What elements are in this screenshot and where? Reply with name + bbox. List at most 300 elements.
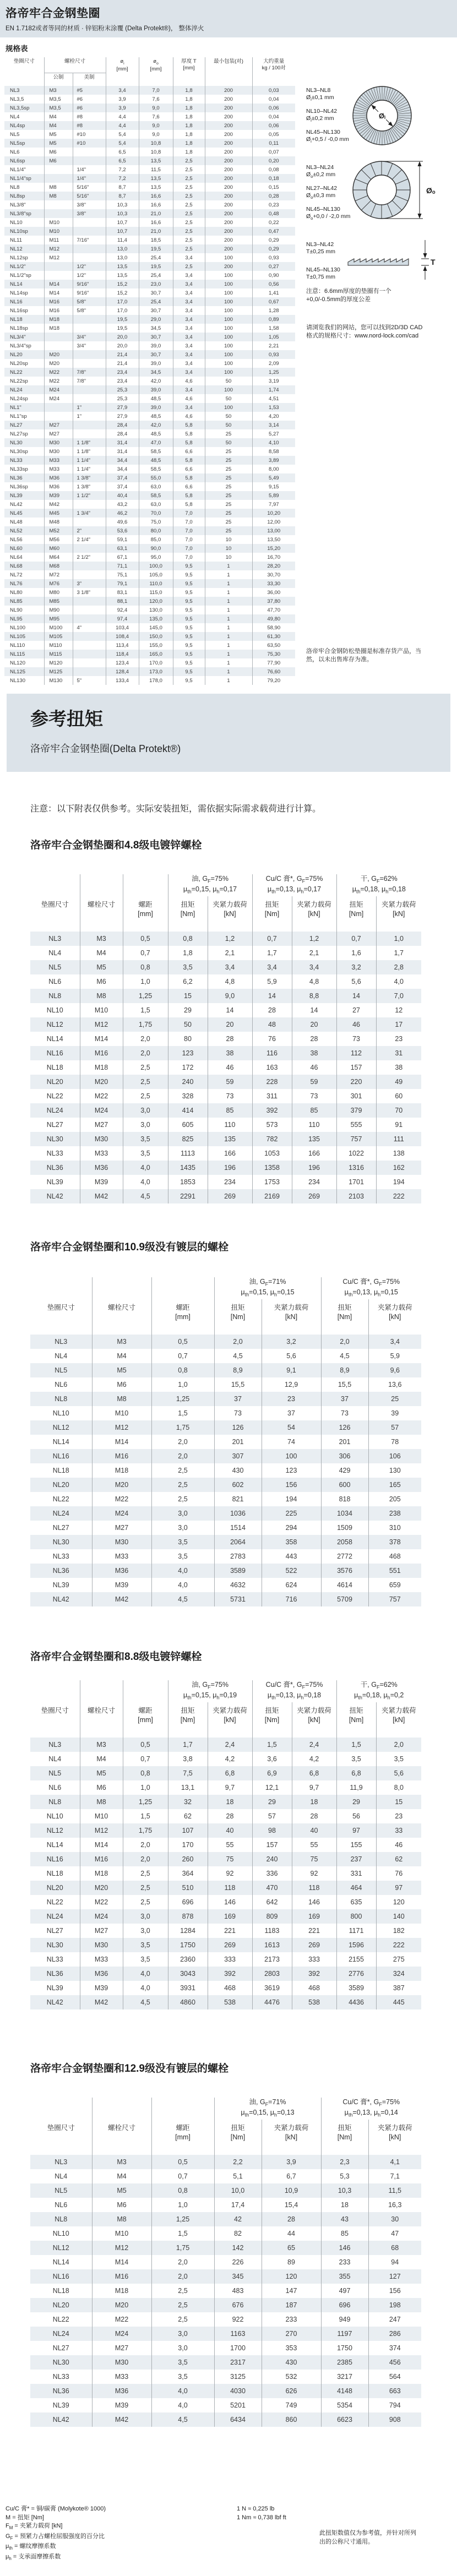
spec-row: [4, 377, 295, 385]
outer-diameter-cell: 11,5: [139, 165, 173, 174]
washer-size-cell: NL14: [46, 1841, 63, 1849]
washer-size-cell: NL12: [30, 1420, 92, 1435]
torque-cell: 170: [168, 1838, 208, 1852]
clamp-load-cell: 30: [368, 2212, 421, 2226]
thickness-cell: 4,6: [173, 394, 205, 403]
torque-cell: 470: [252, 1881, 292, 1895]
outer-diameter-cell: 130,0: [139, 606, 173, 614]
clamp-load-cell: 89: [262, 2255, 321, 2269]
torque-cell: 3619: [252, 1981, 292, 1995]
torque-cell: 80: [168, 1032, 208, 1046]
bolt-metric-cell: M33: [44, 465, 73, 473]
spec-row: [4, 473, 295, 482]
torque-cell: 43: [321, 2212, 368, 2226]
weight-cell: 1,28: [252, 306, 295, 315]
bolt-size-cell: M27: [92, 1521, 151, 1535]
clamp-load-cell: 194: [262, 1492, 321, 1506]
bolt-us-cell: [73, 650, 106, 658]
washer-size-cell: NL4: [55, 1352, 68, 1360]
bolt-size-cell: M16: [92, 2269, 151, 2284]
torque-cell: 46: [336, 1017, 376, 1032]
clamp-load-cell: 194: [376, 1175, 421, 1189]
spec-row: [4, 658, 295, 667]
torque-cell: 1358: [252, 1161, 292, 1175]
clamp-load-cell: 57: [368, 1420, 421, 1435]
clamp-load-cell: 353: [262, 2341, 321, 2355]
min-pack-cell: 10: [205, 535, 252, 544]
lubrication-group-header-3: 干, $G_F=62\%$ $\mu_{th}=0,18$, $\mu_h=0,18$: [336, 874, 421, 896]
col-header-weight: 大约重量 kg / 100对: [252, 57, 295, 86]
bolt-size-cell: M42: [92, 2412, 151, 2427]
pitch-cell: 2,5: [151, 2312, 214, 2327]
spec-row: [4, 121, 295, 130]
torque-table-1-title: 洛帝牢合金钢垫圈和4.8级电镀锌螺栓: [30, 840, 202, 851]
torque-cell: 1022: [336, 1146, 376, 1161]
bolt-us-cell: #10: [73, 130, 106, 139]
thickness-cell: 9,5: [173, 632, 205, 641]
spec-row: [4, 236, 295, 244]
inner-diameter-cell: 37,4: [106, 482, 139, 491]
washer-size-cell: NL3: [4, 86, 44, 95]
col-header-washer-size: 垫圈尺寸: [13, 58, 35, 64]
bolt-us-cell: #8: [73, 112, 106, 121]
inner-diameter-cell: 88,1: [106, 597, 139, 606]
bolt-metric-cell: [44, 341, 73, 350]
weight-cell: 0,05: [252, 130, 295, 139]
clamp-load-cell: 165: [368, 1478, 421, 1492]
clamp-load-cell: 97: [376, 1881, 421, 1895]
spec-row: [4, 183, 295, 192]
clamp-load-cell: 8,0: [376, 1780, 421, 1795]
torque-row: [30, 1995, 421, 2009]
thickness-cell: 1,8: [173, 148, 205, 156]
torque-cell: 14: [252, 989, 292, 1003]
outer-diameter-cell: 120,0: [139, 597, 173, 606]
torque-row: [30, 946, 421, 960]
washer-size-cell: NL10: [10, 219, 23, 226]
torque-row: [30, 1089, 421, 1103]
inner-diameter-cell: 20,0: [106, 341, 139, 350]
pitch-cell: 2,5: [123, 1089, 168, 1103]
torque-cell: 336: [252, 1866, 292, 1881]
outer-diameter-cell: 58,5: [139, 491, 173, 500]
torque-cell: 1113: [168, 1146, 208, 1161]
inner-diameter-cell: 97,4: [106, 614, 139, 623]
washer-size-cell: NL36: [4, 473, 44, 482]
outer-diameter-cell: 58,5: [139, 447, 173, 456]
thickness-cell: 9,5: [173, 588, 205, 597]
inner-diameter-cell: 7,2: [106, 165, 139, 174]
min-pack-cell: 200: [205, 218, 252, 227]
washer-size-cell: NL16: [30, 1449, 92, 1463]
col-header-clamp-load: 夹紧力载荷 [kN]: [262, 2120, 321, 2155]
torque-cell: 414: [168, 1103, 208, 1118]
weight-cell: 5,27: [252, 429, 295, 438]
min-pack-cell: 25: [205, 482, 252, 491]
pitch-cell: 4,0: [123, 1175, 168, 1189]
spec-row: [4, 676, 295, 685]
min-pack-cell: 200: [205, 244, 252, 253]
clamp-load-cell: 110: [208, 1118, 252, 1132]
pitch-cell: 4,0: [151, 2384, 214, 2398]
washer-size-cell: NL22sp: [10, 378, 28, 384]
outer-diameter-cell: 55,0: [139, 473, 173, 482]
bolt-size-cell: M3: [80, 1738, 123, 1752]
bolt-us-cell: 9/16": [73, 280, 106, 288]
clamp-load-cell: 123: [262, 1463, 321, 1478]
min-pack-cell: 25: [205, 465, 252, 473]
clamp-load-cell: 551: [368, 1564, 421, 1578]
outer-diameter-cell: 47,0: [139, 438, 173, 447]
torque-row: [30, 1852, 421, 1866]
clamp-load-cell: 3,9: [262, 2155, 321, 2169]
pitch-cell: 2,0: [123, 1838, 168, 1852]
clamp-load-cell: 468: [368, 1549, 421, 1564]
thickness-cell: 7,0: [173, 526, 205, 535]
inner-diameter-cell: 11,4: [106, 236, 139, 244]
bolt-metric-cell: M3,5: [44, 95, 73, 104]
inner-diameter-cell: 21,4: [106, 350, 139, 359]
outer-diameter-cell: 178,0: [139, 676, 173, 685]
clamp-load-cell: 196: [208, 1161, 252, 1175]
inner-diameter-cell: 5,4: [106, 130, 139, 139]
clamp-load-cell: 663: [368, 2384, 421, 2398]
col-header-torque: 扭矩 [Nm]: [168, 896, 208, 932]
washer-size-cell: NL24: [30, 1506, 92, 1521]
clamp-load-cell: 28: [208, 1032, 252, 1046]
torque-row: [30, 2183, 421, 2198]
min-pack-cell: 25: [205, 509, 252, 518]
washer-size-cell: NL8: [30, 1795, 80, 1809]
bolt-metric-cell: M85: [44, 597, 73, 606]
torque-cell: 1171: [336, 1924, 376, 1938]
bolt-metric-cell: M24: [44, 385, 73, 394]
inner-diameter-cell: 28,4: [106, 421, 139, 429]
washer-size-cell: NL12: [30, 2241, 92, 2255]
min-pack-cell: 1: [205, 597, 252, 606]
bolt-us-cell: [73, 148, 106, 156]
inner-diameter-cell: 10,3: [106, 200, 139, 209]
inner-diameter-cell: 31,4: [106, 447, 139, 456]
inner-diameter-cell: 3,9: [106, 104, 139, 112]
tolerance-item: NL45–NL130 $Ø_o+0,0 / -2,0$ mm: [306, 206, 351, 221]
pitch-cell: 1,25: [123, 1795, 168, 1809]
washer-size-cell: NL6: [10, 149, 20, 155]
torque-cell: 5,6: [336, 974, 376, 989]
min-pack-cell: 1: [205, 614, 252, 623]
washer-size-cell: NL8sp: [4, 192, 44, 200]
torque-row: [30, 2384, 421, 2398]
col-header-torque: 扭矩 [Nm]: [252, 896, 292, 932]
pitch-cell: 3,5: [123, 1132, 168, 1146]
torque-row: [30, 1838, 421, 1852]
torque-cell: 2169: [252, 1189, 292, 1203]
bolt-us-cell: #10: [73, 139, 106, 148]
clamp-load-cell: 28: [292, 1032, 336, 1046]
spec-row: [4, 288, 295, 297]
bolt-metric-cell: M105: [44, 632, 73, 641]
bolt-us-cell: [73, 244, 106, 253]
pitch-cell: 4,0: [151, 1578, 214, 1592]
washer-size-cell: NL22: [52, 1495, 69, 1504]
col-header-clamp-load: 夹紧力载荷 [kN]: [208, 1702, 252, 1738]
pitch-cell: 2,5: [151, 2298, 214, 2312]
torque-row: [30, 1809, 421, 1823]
bolt-metric-cell: M76: [44, 579, 73, 588]
outer-diameter-cell: 10,8: [139, 148, 173, 156]
torque-cell: 3125: [214, 2370, 262, 2384]
torque-row: [30, 1003, 421, 1017]
torque-row: [30, 2341, 421, 2355]
outer-diameter-cell: 100,0: [139, 562, 173, 570]
clamp-load-cell: 233: [262, 2312, 321, 2327]
clamp-load-cell: 196: [292, 1161, 336, 1175]
clamp-load-cell: 3,4: [292, 960, 336, 974]
bolt-us-cell: 3 1/8": [73, 588, 106, 597]
torque-table-12-9-uncoated: [30, 2098, 421, 2427]
bolt-us-cell: [73, 641, 106, 650]
col-header-clamp-load: 夹紧力载荷 [kN]: [368, 1299, 421, 1335]
min-pack-cell: 1: [205, 667, 252, 676]
bolt-size-cell: M3: [92, 2155, 151, 2169]
bolt-size-cell: M27: [80, 1118, 123, 1132]
pitch-cell: 1,0: [123, 1780, 168, 1795]
header-spacer: [92, 1277, 151, 1299]
bolt-metric-cell: M6: [44, 148, 73, 156]
tolerance-item: NL45–NL130 T±0,75 mm: [306, 266, 340, 280]
spec-row: [4, 562, 295, 570]
thickness-cell: 6,6: [173, 465, 205, 473]
torque-row: [30, 2212, 421, 2226]
outer-diameter-cell: 42,0: [139, 421, 173, 429]
thickness-cell: 5,8: [173, 491, 205, 500]
bolt-us-cell: 1 1/2": [73, 491, 106, 500]
tolerance-item: NL10–NL42 $Ø_i\pm 0,2$ mm: [306, 108, 338, 123]
weight-cell: 0,29: [252, 244, 295, 253]
bolt-size-cell: M30: [92, 1535, 151, 1549]
lubrication-group-header-2: Cu/C 膏*, $G_F=75\%$ $\mu_{th}=0,13$, $\mu_h=0,15$: [321, 1277, 421, 1299]
weight-cell: 0,18: [252, 174, 295, 183]
outer-diameter-cell: 165,0: [139, 650, 173, 658]
spec-row: [4, 341, 295, 350]
washer-size-cell: NL1/2": [4, 262, 44, 271]
washer-size-cell: NL30sp: [10, 448, 28, 455]
torque-row: [30, 1909, 421, 1924]
spec-row: [4, 262, 295, 271]
clamp-load-cell: 110: [292, 1118, 336, 1132]
spec-row: [4, 632, 295, 641]
torque-cell: 73: [321, 1406, 368, 1420]
torque-cell: 3589: [336, 1981, 376, 1995]
bolt-metric-cell: M52: [44, 526, 73, 535]
clamp-load-cell: 9,6: [368, 1363, 421, 1377]
bolt-metric-cell: M33: [44, 456, 73, 465]
torque-banner-subtitle: 洛帝牢合金钢垫圈(Delta Protekt®): [30, 743, 181, 754]
washer-size-cell: NL68: [4, 562, 44, 570]
thickness-cell: 1,8: [173, 95, 205, 104]
torque-cell: 5709: [321, 1592, 368, 1606]
torque-cell: 1596: [336, 1938, 376, 1952]
torque-cell: 3217: [321, 2370, 368, 2384]
weight-cell: 16,70: [252, 553, 295, 562]
bolt-us-cell: 3/8": [73, 200, 106, 209]
torque-cell: 602: [214, 1478, 262, 1492]
bolt-metric-cell: M60: [44, 544, 73, 553]
thickness-cell: 7,0: [173, 553, 205, 562]
bolt-size-cell: M5: [92, 1363, 151, 1377]
clamp-load-cell: 120: [262, 2269, 321, 2284]
pitch-cell: 2,5: [123, 1895, 168, 1909]
weight-cell: 0,23: [252, 200, 295, 209]
inner-diameter-cell: 3,4: [106, 86, 139, 95]
col-header-torque: 扭矩 [Nm]: [214, 2120, 262, 2155]
weight-cell: 0,93: [252, 253, 295, 262]
torque-row: [30, 2226, 421, 2241]
washer-size-cell: NL11: [10, 237, 23, 243]
torque-row: [30, 1132, 421, 1146]
torque-row: [30, 974, 421, 989]
torque-cell: 12,1: [252, 1780, 292, 1795]
bolt-us-cell: [73, 421, 106, 429]
header-spacer: [92, 2098, 151, 2120]
header-spacer: [80, 874, 123, 896]
weight-cell: 0,22: [252, 218, 295, 227]
torque-cell: 73: [336, 1032, 376, 1046]
page-subtitle: EN 1.7182或者等同的材质 · 锌铝粉末涂覆 (Delta Protekt®)， 整体淬火: [6, 25, 204, 32]
clamp-load-cell: 4,2: [208, 1752, 252, 1766]
pitch-cell: 4,5: [123, 1995, 168, 2009]
min-pack-cell: 50: [205, 412, 252, 421]
clamp-load-cell: 4,1: [368, 2155, 421, 2169]
bolt-metric-cell: M14: [44, 288, 73, 297]
spec-row: [4, 130, 295, 139]
washer-size-cell: NL72: [10, 571, 23, 578]
min-pack-cell: 25: [205, 447, 252, 456]
outer-diameter-cell: 95,0: [139, 553, 173, 562]
torque-row: [30, 2412, 421, 2427]
washer-size-cell: NL16: [30, 1046, 80, 1060]
torque-cell: 37: [214, 1392, 262, 1406]
bolt-us-cell: 1 3/8": [73, 482, 106, 491]
torque-cell: 107: [168, 1823, 208, 1838]
thickness-cell: 2,5: [173, 200, 205, 209]
torque-cell: 226: [214, 2255, 262, 2269]
bolt-us-cell: 1 3/4": [73, 509, 106, 518]
torque-cell: 2,0: [321, 1335, 368, 1349]
bolt-us-cell: 4": [73, 623, 106, 632]
washer-size-cell: NL14: [52, 1438, 69, 1446]
weight-cell: 0,08: [252, 165, 295, 174]
washer-size-cell: NL4: [55, 2172, 68, 2181]
clamp-load-cell: 55: [208, 1838, 252, 1852]
clamp-load-cell: 269: [292, 1938, 336, 1952]
washer-size-cell: NL5: [30, 1766, 80, 1780]
washer-size-cell: NL18: [4, 315, 44, 324]
weight-cell: 77,90: [252, 658, 295, 667]
torque-row: [30, 1895, 421, 1909]
torque-cell: 4148: [321, 2384, 368, 2398]
min-pack-cell: 50: [205, 421, 252, 429]
washer-size-cell: NL39: [46, 1984, 63, 1992]
torque-cell: 7,5: [168, 1766, 208, 1780]
washer-size-cell: NL6sp: [4, 156, 44, 165]
inner-diameter-cell: 6,5: [106, 148, 139, 156]
torque-row: [30, 1075, 421, 1089]
clamp-load-cell: 156: [368, 2284, 421, 2298]
clamp-load-cell: 28: [208, 1809, 252, 1823]
torque-row: [30, 2198, 421, 2212]
inner-diameter-cell: 13,0: [106, 253, 139, 262]
washer-size-cell: NL20: [30, 1881, 80, 1895]
bolt-metric-cell: [44, 165, 73, 174]
washer-size-cell: NL4sp: [4, 121, 44, 130]
bolt-size-cell: M8: [92, 2212, 151, 2226]
torque-cell: 4614: [321, 1578, 368, 1592]
washer-size-cell: NL80: [10, 589, 23, 596]
clamp-load-cell: 757: [368, 1592, 421, 1606]
lubrication-group-header-1: 油, $G_F=71\%$ $\mu_{th}=0,15$, $\mu_h=0,15$: [214, 1277, 321, 1299]
torque-cell: 5,3: [321, 2169, 368, 2183]
clamp-load-cell: 75: [292, 1852, 336, 1866]
outer-diameter-cell: 39,0: [139, 359, 173, 368]
clamp-load-cell: 222: [376, 1938, 421, 1952]
bolt-size-cell: M20: [92, 2298, 151, 2312]
torque-cell: 555: [336, 1118, 376, 1132]
bolt-us-cell: [73, 429, 106, 438]
pitch-cell: 1,75: [123, 1017, 168, 1032]
spec-row: [4, 403, 295, 412]
clamp-load-cell: 28: [262, 2212, 321, 2226]
bolt-us-cell: #6: [73, 104, 106, 112]
header-spacer: [80, 1680, 123, 1702]
header-spacer: [123, 874, 168, 896]
pitch-cell: 3,0: [151, 1506, 214, 1521]
inner-diameter-cell: 23,4: [106, 368, 139, 377]
clamp-load-cell: 60: [376, 1089, 421, 1103]
torque-cell: 2783: [214, 1549, 262, 1564]
col-header-clamp-load: 夹紧力载荷 [kN]: [208, 896, 252, 932]
weight-cell: 1,74: [252, 385, 295, 394]
outer-diameter-cell: 70,0: [139, 509, 173, 518]
col-header-metric: 公制: [44, 73, 73, 86]
torque-cell: 676: [214, 2298, 262, 2312]
bolt-metric-cell: M68: [44, 562, 73, 570]
washer-size-cell: NL8: [30, 1392, 92, 1406]
torque-cell: 201: [214, 1435, 262, 1449]
bolt-size-cell: M4: [92, 1349, 151, 1363]
spec-row: [4, 385, 295, 394]
thickness-cell: 5,8: [173, 500, 205, 509]
inner-diameter-cell: 75,1: [106, 570, 139, 579]
weight-cell: 0,56: [252, 280, 295, 288]
bolt-size-cell: M8: [80, 1795, 123, 1809]
clamp-load-cell: 135: [292, 1132, 336, 1146]
torque-cell: 29: [252, 1795, 292, 1809]
bolt-metric-cell: M110: [44, 641, 73, 650]
torque-cell: 0,7: [336, 932, 376, 946]
spec-row: [4, 359, 295, 368]
washer-size-cell: NL18: [52, 2287, 69, 2295]
pitch-cell: 1,5: [151, 2226, 214, 2241]
spec-table-body: [4, 86, 295, 685]
col-header-pitch: 螺距 [mm]: [151, 2120, 214, 2155]
torque-cell: 1514: [214, 1521, 262, 1535]
inner-diameter-cell: 5,4: [106, 139, 139, 148]
washer-size-cell: NL60: [4, 544, 44, 553]
bolt-us-cell: 1 3/8": [73, 473, 106, 482]
spec-row: [4, 174, 295, 183]
col-header-bolt-size: 螺栓尺寸: [44, 57, 106, 73]
